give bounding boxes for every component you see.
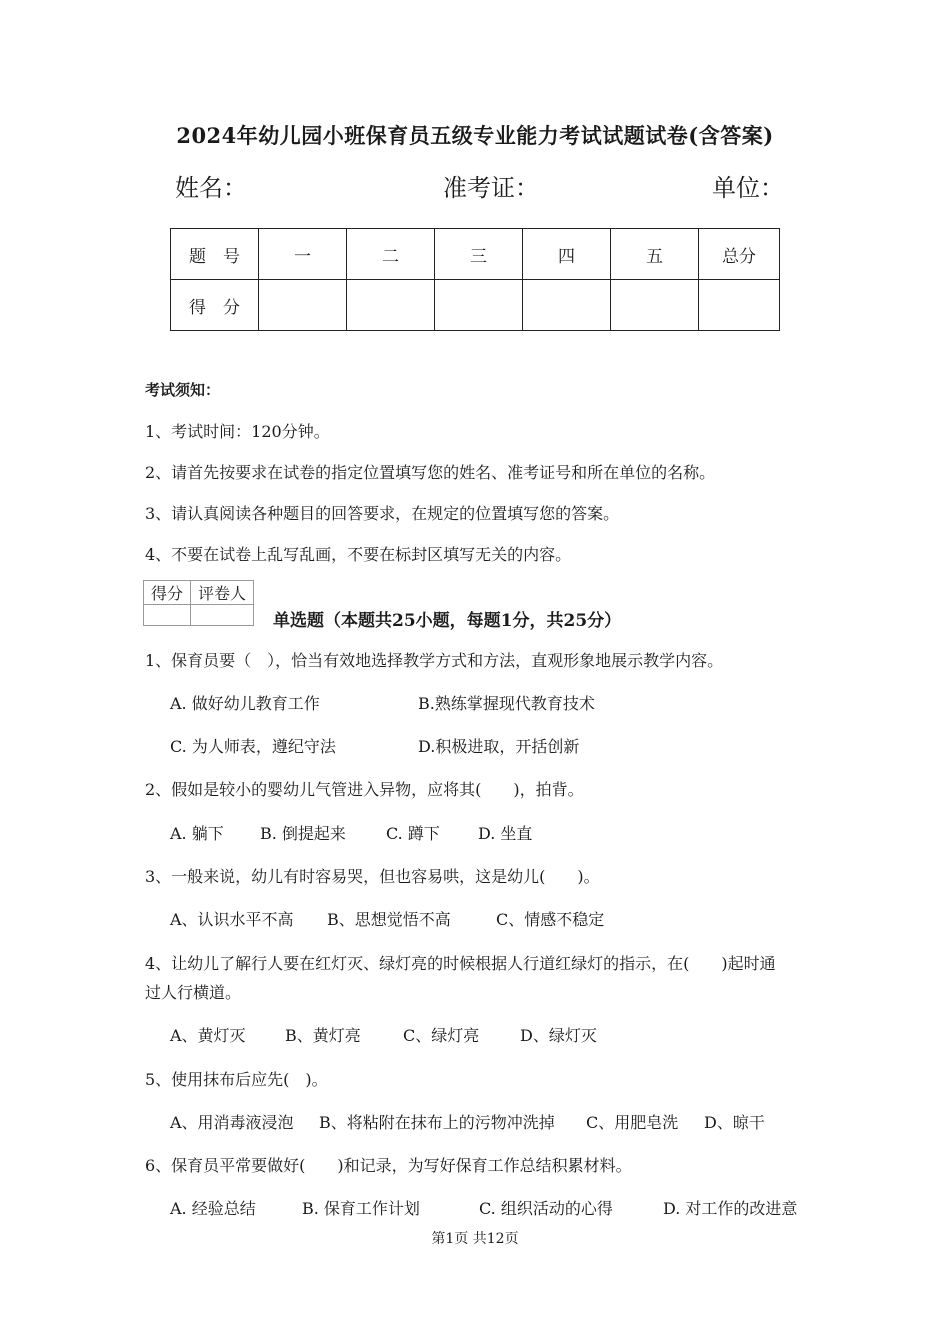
score-table-header-row (171, 229, 780, 280)
unit-field-label: 单位： (712, 174, 784, 202)
grader-box-grader-cell (191, 605, 254, 626)
option-c: C、绿灯亮 (403, 1026, 480, 1045)
option-b: B. 倒提起来 (260, 824, 346, 843)
score-table-col-3: 三 (435, 229, 523, 280)
option-a: A. 躺下 (170, 824, 224, 843)
score-cell (347, 280, 435, 331)
option-d: D、绿灯灭 (520, 1026, 597, 1045)
score-table-col-2: 二 (347, 229, 435, 280)
option-b: B、将粘附在抹布上的污物冲洗掉 (319, 1113, 555, 1132)
option-d: D. 坐直 (478, 824, 533, 843)
option-b: B.熟练掌握现代教育技术 (418, 694, 595, 713)
score-table (170, 228, 780, 331)
score-cell (435, 280, 523, 331)
score-table-col-1: 一 (259, 229, 347, 280)
option-a: A、认识水平不高 (170, 910, 294, 929)
score-table-label-question-no: 题 号 (171, 229, 259, 280)
option-b: B、黄灯亮 (285, 1026, 361, 1045)
question-stem: 4、让幼儿了解行人要在红灯灭、绿灯亮的时候根据人行道红绿灯的指示，在( )起时通 (145, 954, 776, 973)
page-title: 2024年幼儿园小班保育员五级专业能力考试试题试卷(含答案) (176, 123, 774, 148)
option-c: C. 组织活动的心得 (479, 1199, 613, 1218)
grader-box-grader-label: 评卷人 (191, 581, 254, 605)
notice-item: 1、考试时间：120分钟。 (145, 422, 330, 441)
option-d: D、晾干 (704, 1113, 765, 1132)
grader-box-score-cell (144, 605, 191, 626)
grader-box-score-label: 得分 (144, 581, 191, 605)
page-footer: 第1页 共12页 (431, 1231, 519, 1247)
score-cell (523, 280, 611, 331)
score-table-col-4: 四 (523, 229, 611, 280)
name-field-label: 姓名： (175, 174, 247, 202)
score-table-col-5: 五 (611, 229, 699, 280)
question-stem: 3、一般来说，幼儿有时容易哭，但也容易哄，这是幼儿( )。 (145, 867, 600, 886)
notice-item: 2、请首先按要求在试卷的指定位置填写您的姓名、准考证号和所在单位的名称。 (145, 463, 716, 482)
option-d: D. 对工作的改进意 (663, 1199, 798, 1218)
option-c: C. 蹲下 (386, 824, 440, 843)
option-a: A、黄灯灭 (170, 1026, 246, 1045)
notice-item: 4、不要在试卷上乱写乱画，不要在标封区填写无关的内容。 (145, 545, 572, 564)
score-table-label-score: 得 分 (171, 280, 259, 331)
score-cell (259, 280, 347, 331)
notice-item: 3、请认真阅读各种题目的回答要求，在规定的位置填写您的答案。 (145, 504, 620, 523)
option-c: C、用肥皂洗 (586, 1113, 679, 1132)
score-cell (699, 280, 780, 331)
score-table-col-total: 总分 (699, 229, 780, 280)
option-c: C、情感不稳定 (496, 910, 605, 929)
section-title: 单选题（本题共25小题，每题1分，共25分） (273, 611, 622, 631)
exam-number-field-label: 准考证： (443, 174, 539, 202)
option-d: D.积极进取，开括创新 (418, 737, 580, 756)
option-c: C. 为人师表，遵纪守法 (170, 737, 336, 756)
question-stem: 6、保育员平常要做好( )和记录，为写好保育工作总结积累材料。 (145, 1156, 632, 1175)
score-table-score-row (171, 280, 780, 331)
option-b: B、思想觉悟不高 (327, 910, 451, 929)
question-stem: 5、使用抹布后应先( )。 (145, 1070, 328, 1089)
question-stem: 1、保育员要（ ），恰当有效地选择教学方式和方法，直观形象地展示教学内容。 (145, 651, 724, 670)
question-stem: 2、假如是较小的婴幼儿气管进入异物，应将其( )，拍背。 (145, 780, 584, 799)
grader-box (143, 580, 254, 626)
option-a: A. 做好幼儿教育工作 (170, 694, 320, 713)
notice-heading: 考试须知： (145, 381, 221, 399)
question-stem-continuation: 过人行横道。 (145, 983, 242, 1002)
option-a: A、用消毒液浸泡 (170, 1113, 294, 1132)
option-b: B. 保育工作计划 (302, 1199, 420, 1218)
score-cell (611, 280, 699, 331)
option-a: A. 经验总结 (170, 1199, 256, 1218)
